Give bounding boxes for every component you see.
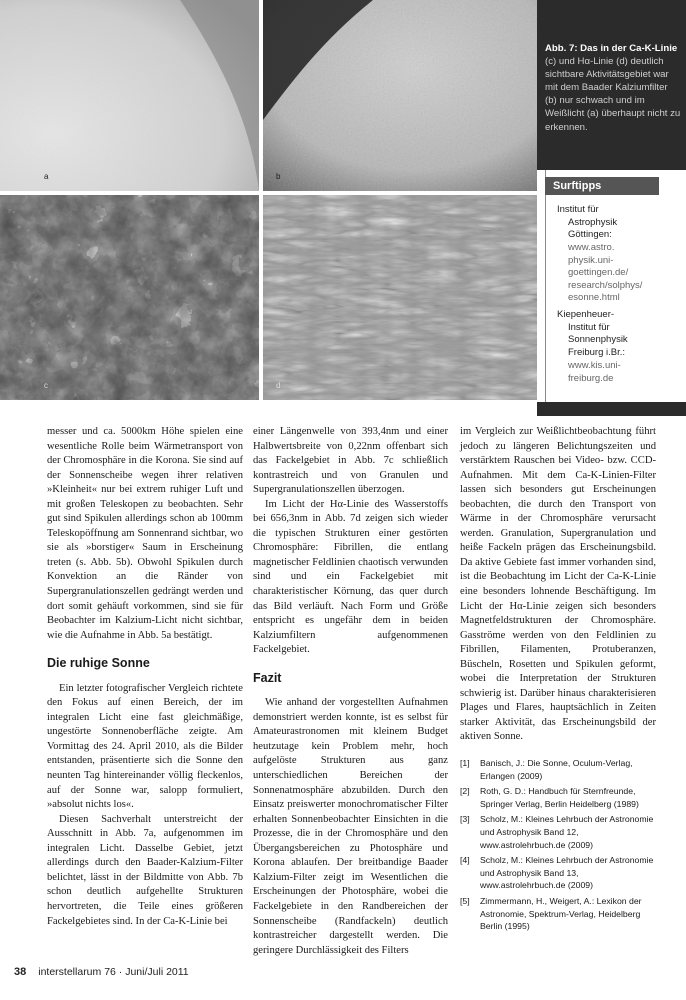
photo-a-white-light bbox=[0, 0, 259, 191]
reference-text: Banisch, J.: Die Sonne, Oculum-Verlag, Erlangen (2009) bbox=[480, 758, 633, 781]
paragraph: Wie anhand der vorgestellten Aufnahmen demonstriert werden konnte, ist es selbst für Amateurastronomen mit kleinem Budget heutzutage kein Problem mehr, hoch aufgelöste Strukturen aus ganz unterschiedlichen Bereichen der Sonnenatmosphäre abzubilden. Durch den Einsatz preiswerter monochromatischer Filter erhalten Sonnenbeobachter Einsichten in die Prozesse, die in der Chromosphäre und den Übergangsbereichen zu Photosphäre und Korona ablaufen. Der breitbandige Baader Kalzium-Filter zeigt im Wesentlichen die Erscheinungen der Photosphäre, wobei die Fackelgebiete in den Randbereichen der Sonnenscheibe (Randfackeln) deutlich kontrastreicher dargestellt werden. Die geringere Durchlässigkeit des Filters bbox=[253, 697, 448, 956]
photo-d-label: d bbox=[276, 381, 281, 390]
photo-b-baader-calcium bbox=[263, 0, 537, 191]
reference-text: Scholz, M.: Kleines Lehrbuch der Astronomie und Astrophysik Band 13, www.astrolehrbuch.de (2009) bbox=[480, 855, 654, 891]
line: freiburg.de bbox=[568, 372, 614, 384]
reference-text: Zimmermann, H., Weigert, A.: Lexikon der Astronomie, Spektrum-Verlag, Heidelberg Berlin (1995) bbox=[480, 895, 642, 932]
reference-number: [5] bbox=[460, 895, 470, 906]
reference-text: Scholz, M.: Kleines Lehrbuch der Astronomie und Astrophysik Band 12, www.astrolehrbuch.de (2009) bbox=[480, 814, 654, 850]
paragraph: Diesen Sachverhalt unterstreicht der Ausschnitt in Abb. 7a, aufgenommen im integralen Licht. Dasselbe Gebiet, jetzt allerdings durch den Baader-Kalzium-Filter belichtet, lässt in der Bildmitte von Abb. 7b schon deutlich aufgehellte Strukturen hervortreten, die Teile eines größeren Fackelgebietes sind. In der Ca-K-Linie bei bbox=[47, 813, 243, 927]
line: Sonnenphysik bbox=[568, 334, 628, 346]
page-footer: 38 interstellarum 76 · Juni/Juli 2011 bbox=[14, 966, 189, 978]
surftipps-entry-1-name bbox=[557, 204, 617, 242]
photo-a-label: a bbox=[44, 172, 49, 181]
line: Göttingen: bbox=[568, 229, 612, 241]
photo-d-h-alpha bbox=[263, 195, 537, 400]
photo-c-label: c bbox=[44, 381, 48, 390]
reference-item bbox=[460, 854, 656, 892]
photo-c-ca-k-line bbox=[0, 195, 259, 400]
surftipps-entry-2-link[interactable] bbox=[568, 360, 621, 385]
line: Freiburg i.Br.: bbox=[568, 346, 626, 358]
magazine-name: interstellarum 76 bbox=[38, 966, 116, 978]
surftipps-entry-1-link[interactable] bbox=[568, 242, 642, 305]
reference-item bbox=[460, 895, 656, 933]
section-heading: Die ruhige Sonne bbox=[47, 656, 150, 671]
section-heading: Fazit bbox=[253, 670, 282, 685]
line: physik.uni- bbox=[568, 254, 614, 266]
line: Institut für bbox=[557, 204, 599, 215]
reference-number: [1] bbox=[460, 758, 470, 769]
reference-number: [3] bbox=[460, 814, 470, 825]
surftipps-entry-2-name bbox=[557, 309, 628, 359]
sidebar-bottom-strip bbox=[537, 402, 686, 416]
paragraph: Ein letzter fotografischer Vergleich richtete den Fokus auf einen Bereich, der im integralen Licht eine fast gleichmäßige, ungestörte Sonnenoberfläche zeigte. Am Vormittag des 24. April 2010, als die Bilder entstanden, präsentierte sich die Sonne den neunten Tag hintereinander völlig fleckenlos, auf der Sonne war, salopp formuliert, »absolut nichts los«. bbox=[47, 682, 243, 811]
paragraph: im Vergleich zur Weißlichtbeobachtung führt jedoch zu längeren Belichtungszeiten und verstärktem Rauschen bei Video- bzw. CCD-Aufnahmen. Mit dem Ca-K-Linien-Filter lassen sich besonders gut Erscheinungen beobachten, die durch den Transport von Wärme in der Chromosphäre verursacht werden. Granulation, Supergranulation und heiße Fackeln prägen das Erscheinungsbild. Da aktive Gebiete fast immer vorhanden sind, ist die Beobachtung im Licht der Ca-K-Linie eine besonders lohnende Beschäftigung. Im Licht der Hα-Linie zeigen sich besonders Magnetfeldstrukturen der Chromosphäre. Gasströme werden von den Feldlinien zu Fibrillen, Filamenten, Protuberanzen, Büscheln, Rosetten und Spikulen geformt, wobei die Interpretation der Strukturen schwierig ist. Darüber hinaus charakterisieren Plages und Flares, hauptsächlich in Zeiten starker Aktivität, das Erscheinungsbild der aktiven Sonne. bbox=[460, 426, 656, 743]
paragraph: messer und ca. 5000km Höhe spielen eine wesentliche Rolle beim Wärmetransport von der Chromosphäre in die Korona. Sie sind auf der Sonnenscheibe wegen ihrer relativen »Kleinheit« nur bei extrem ruhiger Luft und mit großen Teleskopen zu beobachten. Sehr gut sind Spikulen allerdings schon ab 100mm Teleskopöffnung am Sonnenrand sichtbar, wo sie als »borstiger« Saum in Erscheinung treten (s. Abb. 5b). Obwohl Spikulen durch Konvektion an die Ränder von Supergranulationszellen gedrängt werden und dort somit gehäuft vorkommen, sind sie für Beobachter im Kalzium-Licht nicht sichtbar, wie die Aufnahme in Abb. 5a bestätigt. bbox=[47, 426, 243, 641]
text-column-2 bbox=[253, 425, 448, 958]
caption-title: Abb. 7: Das in der Ca-K-Linie bbox=[545, 43, 678, 54]
reference-item bbox=[460, 785, 656, 810]
paragraph: Im Licht der Hα-Linie des Wasserstoffs bei 656,3nm in Abb. 7d zeigen sich wieder die typischen Strukturen einer gestörten Chromosphäre: Fibrillen, die entlang magnetischer Feldlinien chaotisch verwunden sind und ein Fackelgebiet mit charakteristischer Körnung, das quer durch das Bild verläuft. Nach Form und Größe entspricht es ungefähr dem in beiden Kalziumfiltern aufgenommenen Fackelgebiet. bbox=[253, 498, 448, 656]
caption-body: (c) und Hα-Linie (d) deutlich sichtbare Aktivitätsgebiet war mit dem Baader Kalziumfilter (b) nur schwach und im Weißlicht (a) überhaupt nicht zu erkennen. bbox=[545, 56, 681, 133]
line: Institut für bbox=[568, 321, 610, 333]
text-column-1 bbox=[47, 425, 243, 929]
line: research/solphys/ bbox=[568, 279, 643, 291]
line: www.astro. bbox=[568, 242, 615, 253]
reference-list bbox=[460, 757, 656, 933]
issue-date: Juni/Juli 2011 bbox=[125, 966, 189, 978]
photo-b-label: b bbox=[276, 172, 281, 181]
paragraph: einer Längenwelle von 393,4nm und einer Halbwertsbreite von 0,22nm offenbart sich das Fackelgebiet in Abb. 7c schließlich kontrastreich und von Granulen und Supergranulationszellen überzogen. bbox=[253, 426, 448, 496]
page-number: 38 bbox=[14, 966, 27, 978]
line: Astrophysik bbox=[568, 216, 618, 228]
reference-text: Roth, G. D.: Handbuch für Sternfreunde, Springer Verlag, Berlin Heidelberg (1989) bbox=[480, 786, 639, 809]
reference-item bbox=[460, 757, 656, 782]
reference-item bbox=[460, 813, 656, 851]
line: Kiepenheuer- bbox=[557, 309, 615, 320]
line: goettingen.de/ bbox=[568, 267, 629, 279]
line: esonne.html bbox=[568, 292, 620, 304]
surftipps-heading: Surftipps bbox=[545, 177, 659, 195]
line: www.kis.uni- bbox=[568, 360, 621, 371]
text-column-3 bbox=[460, 425, 656, 936]
reference-number: [4] bbox=[460, 855, 470, 866]
figure-caption bbox=[545, 42, 681, 134]
reference-number: [2] bbox=[460, 786, 470, 797]
